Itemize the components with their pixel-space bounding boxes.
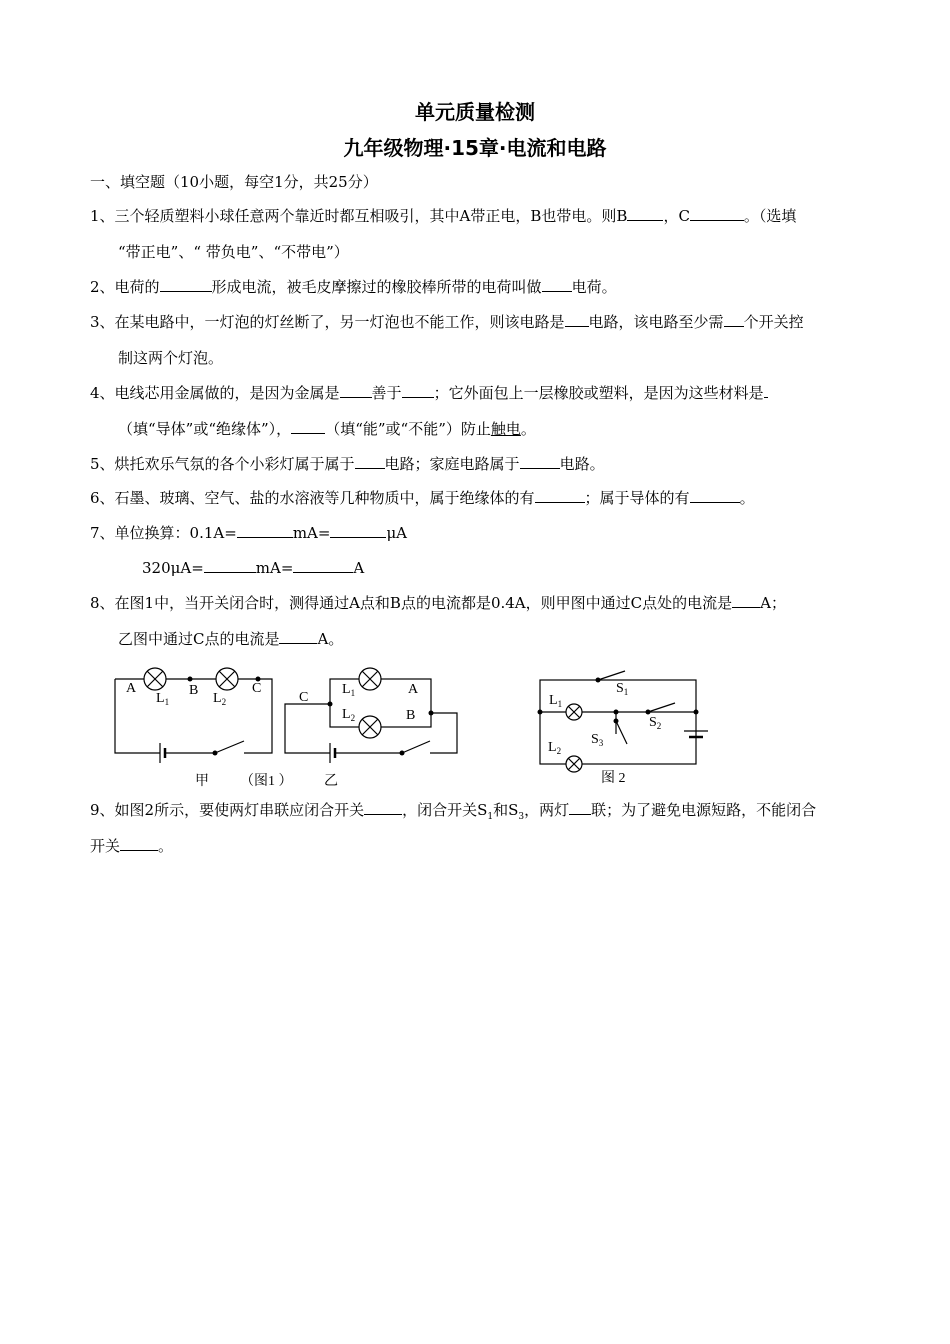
label-jia: 甲 — [195, 774, 209, 789]
label-A-yi: A — [408, 682, 419, 697]
question-9: 9、如图2所示，要使两灯串联应闭合开关 ，闭合开关$S_1$和$S_3$，两灯 联；为了避免电源短路，不能闭合 — [90, 801, 817, 822]
fig1-caption: （图1 ） — [240, 774, 293, 789]
switch-blade-yi — [402, 741, 430, 753]
blank[interactable] — [364, 800, 402, 815]
switch-S2 — [648, 703, 675, 712]
page-subtitle: 九年级物理·15章·电流和电路 — [343, 136, 607, 160]
question-5: 5、烘托欢乐气氛的各个小彩灯属于属于 电路；家庭电路属于 电路。 — [90, 455, 605, 473]
switch-S1 — [598, 671, 625, 680]
label-C-yi: C — [299, 690, 309, 705]
switch-S3 — [616, 721, 627, 744]
question-4: 4、电线芯用金属做的，是因为金属是 善于 ；它外面包上一层橡胶或塑料，是因为这些材料是 — [90, 383, 768, 403]
question-3-cont: 制这两个灯泡。 — [118, 349, 224, 367]
svg-text:S1: $S_1$ — [616, 681, 629, 697]
svg-text:L2: $L_2$ — [342, 707, 356, 723]
svg-text:L1: $L_1$ — [549, 693, 563, 709]
question-8-cont: 乙图中通过C点的电流是 A。 — [118, 630, 344, 648]
question-1: 1、三个轻质塑料小球任意两个靠近时都互相吸引，其中A带正电，B也带电。则B ，C 。（选填 — [90, 207, 797, 225]
svg-text:L2: $L_2$ — [548, 740, 562, 756]
question-3: 3、在某电路中，一灯泡的灯丝断了，另一灯泡也不能工作，则该电路是 电路，该电路至少需 个开关控 — [90, 313, 804, 331]
svg-text:L2: $L_2$ — [213, 691, 227, 707]
label-C-jia: C — [252, 681, 262, 696]
blank[interactable] — [569, 800, 591, 815]
blank[interactable] — [120, 836, 158, 851]
wire — [285, 704, 330, 753]
question-8: 8、在图1中，当开关闭合时，测得通过A点和B点的电流都是0.4A，则甲图中通过C点处的电流是 A； — [90, 594, 786, 612]
svg-text:S2: $S_2$ — [649, 715, 662, 731]
question-7: 7、单位换算：0.1A= mA= μA — [90, 524, 408, 542]
section-heading: 一、填空题（10小题，每空1分，共25分） — [90, 173, 378, 191]
svg-text:S3: $S_3$ — [591, 732, 604, 748]
label-yi: 乙 — [324, 774, 338, 789]
wire — [430, 713, 457, 753]
question-2: 2、电荷的 形成电流，被毛皮摩擦过的橡胶棒所带的电荷叫做 电荷。 — [90, 278, 617, 296]
label-A-jia: A — [126, 681, 137, 696]
question-7-cont: 320μA= mA= A — [142, 559, 365, 577]
svg-text:L1: $L_1$ — [342, 682, 356, 698]
fig2-caption: 图 2 — [601, 771, 626, 786]
svg-text:L1: $L_1$ — [156, 691, 170, 707]
label-B-yi: B — [406, 708, 416, 723]
switch-blade-jia — [215, 741, 244, 753]
page-title: 单元质量检测 — [415, 100, 535, 124]
question-9-cont: 开关 。 — [90, 837, 174, 855]
question-4-cont: （填“导体”或“绝缘体”）， （填“能”或“不能”）防止触电。 — [118, 420, 536, 438]
question-1-cont: “带正电”、“ 带负电”、“不带电”） — [118, 243, 349, 261]
question-6: 6、石墨、玻璃、空气、盐的水溶液等几种物质中，属于绝缘体的有 ；属于导体的有 。 — [90, 489, 755, 507]
label-B-jia: B — [189, 683, 199, 698]
